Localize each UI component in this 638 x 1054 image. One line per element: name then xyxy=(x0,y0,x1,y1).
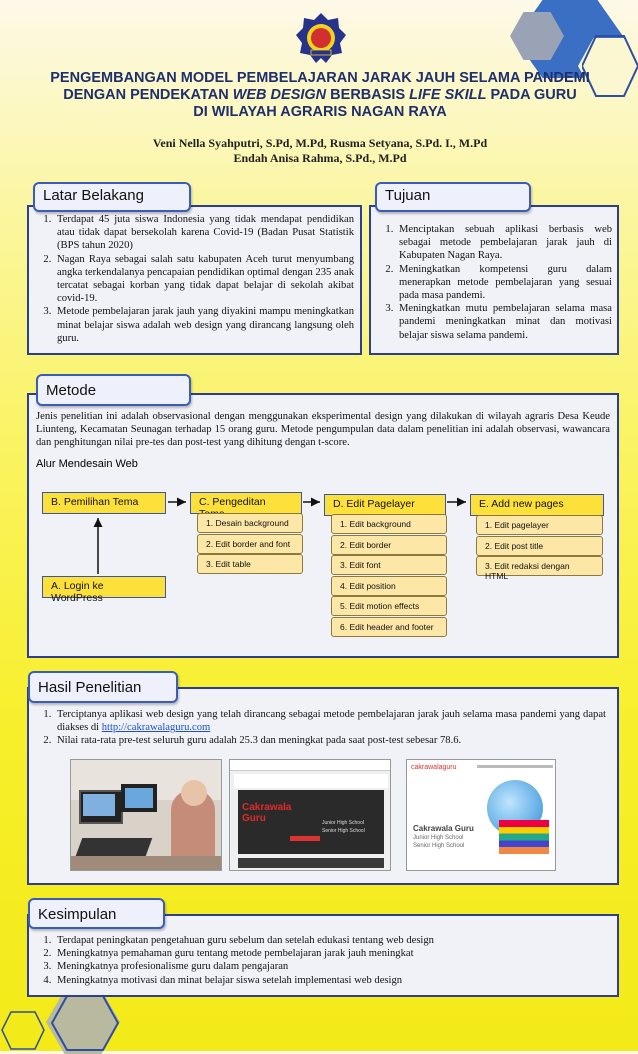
decor-hexagon-outline xyxy=(0,1010,46,1051)
decor-hexagon-outline xyxy=(50,994,120,1052)
flow-substep: 2. Edit border and font xyxy=(197,534,303,554)
classroom-photo xyxy=(70,759,222,871)
metode-heading: Metode xyxy=(36,374,191,406)
tujuan-item: 1. Menciptakan sebuah aplikasi berbasis web sebagai metode pembelajaran jarak jauh di Kabupaten Nagan Raya. xyxy=(396,223,612,263)
kesimpulan-item: 2. Meningkatnya pemahaman guru tentang metode pembelajaran jarak jauh meningkat xyxy=(54,947,606,960)
site-name: Cakrawala Guru xyxy=(242,802,292,824)
flow-substep: 3. Edit font xyxy=(331,555,447,575)
flow-step-d: D. Edit Pagelayer xyxy=(324,494,446,516)
flow-substep: 5. Edit motion effects xyxy=(331,596,447,616)
kesimpulan-heading: Kesimpulan xyxy=(28,898,165,929)
flow-step-e: E. Add new pages xyxy=(470,494,604,516)
flow-step-b: B. Pemilihan Tema xyxy=(42,492,166,514)
hasil-item: 2. Nilai rata-rata pre-test seluruh guru adalah 25.3 dan meningkat pada saat post-test sebesar 78.6. xyxy=(54,734,606,747)
flow-substep: 2. Edit post title xyxy=(476,536,603,556)
latar-belakang-item: 3. Metode pembelajaran jarak jauh yang diyakini mampu meningkatkan minat belajar siswa adalah web design yang dirancang langsung oleh guru. xyxy=(54,305,354,345)
latar-belakang-heading: Latar Belakang xyxy=(33,182,191,212)
website-screenshot-home: cakrawalaguru Cakrawala Guru Junior High School Senior High School xyxy=(406,759,556,871)
flow-step-a: A. Login ke WordPress xyxy=(42,576,166,598)
tujuan-item: 3. Meningkatkan mutu pembelajaran selama masa pandemi meningkatkan minat dan motivasi belajar siswa selama pandemi. xyxy=(396,302,612,342)
hasil-heading: Hasil Penelitian xyxy=(28,671,178,703)
kesimpulan-item: 3. Meningkatnya profesionalisme guru dalam pengajaran xyxy=(54,960,606,973)
hasil-item: 1. Terciptanya aplikasi web design yang telah dirancang sebagai metode pembelajaran jarak jauh selama masa pandemi yang dapat diakses di http://cakrawalaguru.com xyxy=(54,708,606,734)
flow-substep: 4. Edit position xyxy=(331,576,447,596)
website-link[interactable]: http://cakrawalaguru.com xyxy=(101,722,211,734)
flow-substep: 1. Edit background xyxy=(331,514,447,534)
flow-step-c: C. Pengeditan xyxy=(190,492,302,514)
authors: Veni Nella Syahputri, S.Pd, M.Pd, Rusma Setyana, S.Pd. I., M.Pd Endah Anisa Rahma, S.Pd., M.Pd xyxy=(152,136,488,165)
latar-belakang-item: 2. Nagan Raya sebagai salah satu kabupaten Aceh turut menyumbang angka terkendalanya pencapaian pendidikan optimal dengan 235 anak tercatat sebagai korban yang tidak dapat belajar di sekolah akibat covid-19. xyxy=(54,253,354,306)
flow-substep: 3. Edit redaksi dengan HTML xyxy=(476,556,603,576)
kesimpulan-item: 4. Meningkatnya motivasi dan minat belajar siswa setelah implementasi web design xyxy=(54,974,606,987)
tujuan-item: 2. Meningkatkan kompetensi guru dalam menerapkan metode pembelajaran yang sesuai pada masa pandemi. xyxy=(396,263,612,303)
flow-substep: 2. Edit border xyxy=(331,535,447,555)
flow-title: Alur Mendesain Web xyxy=(36,458,138,470)
hasil-list xyxy=(32,708,606,748)
flow-substep: 6. Edit header and footer xyxy=(331,617,447,637)
kesimpulan-item: 1. Terdapat peningkatan pengetahuan guru sebelum dan setelah edukasi tentang web design xyxy=(54,934,606,947)
tujuan-heading: Tujuan xyxy=(375,182,531,212)
kesimpulan-list xyxy=(32,934,606,987)
flow-substep: 3. Edit table xyxy=(197,554,303,574)
flow-substep: 1. Desain background xyxy=(197,513,303,533)
website-screenshot-dark: Cakrawala Guru Junior High School Senior High School xyxy=(229,759,391,871)
flow-substep: 1. Edit pagelayer xyxy=(476,515,603,535)
metode-paragraph: Jenis penelitian ini adalah observasional dengan menggunakan eksperimental design yang dilakukan di wilayah agraris Desa Keude Liunteng, Kecamatan Seunagan terhadap 15 orang guru. Metode pengumpulan data dalam penelitian ini adalah observasi, wawancara dan penghitungan nilai pre-tes dan post-test yang dihitung dengan t-score. xyxy=(36,411,610,449)
site-logo: cakrawalaguru xyxy=(411,764,457,771)
poster-title: PENGEMBANGAN MODEL PEMBELAJARAN JARAK JAUH SELAMA PANDEMI DENGAN PENDEKATAN WEB DESIGN BERBASIS LIFE SKILL PADA GURU DI WILAYAH AGRARIS NAGAN RAYA xyxy=(50,70,590,120)
latar-belakang-item: 1. Terdapat 45 juta siswa Indonesia yang tidak mendapat pendidikan atau tidak dapat bersekolah karena Covid-19 (Badan Pusat Statistik (BPS tahun 2020) xyxy=(54,213,354,253)
